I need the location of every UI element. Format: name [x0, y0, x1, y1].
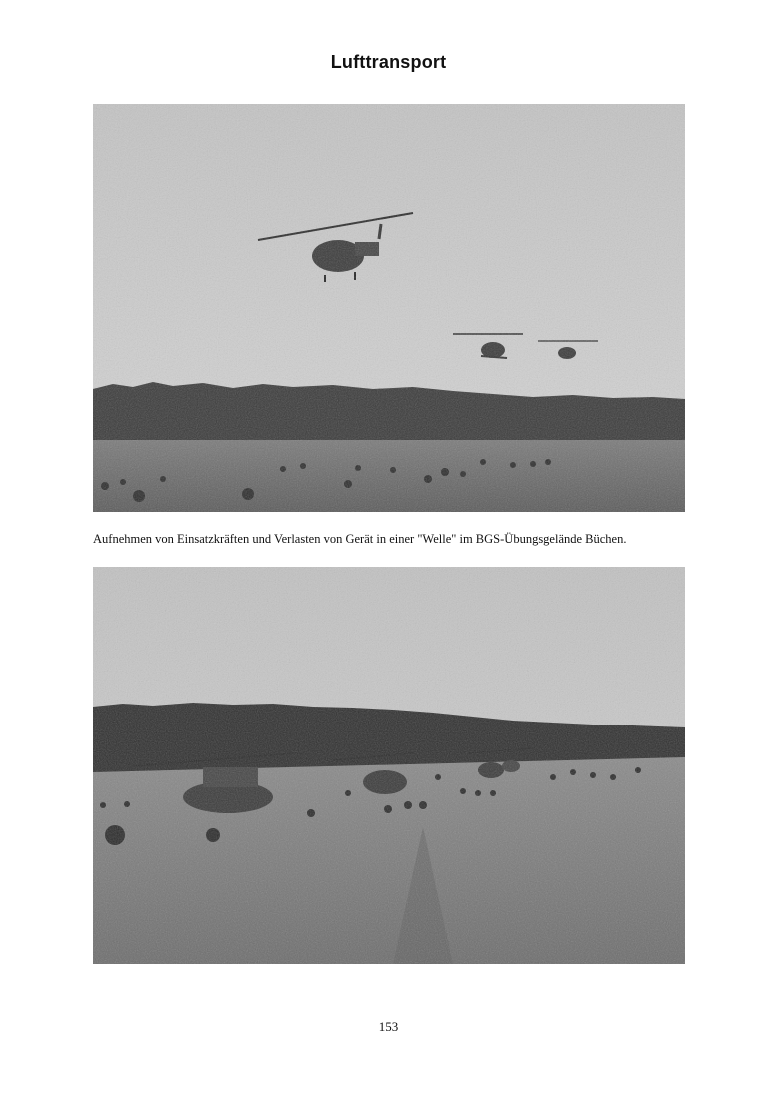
photo-helicopters-landed-image	[93, 567, 685, 964]
photo-helicopters-approaching	[93, 104, 685, 512]
photo-helicopters-approaching-image	[93, 104, 685, 512]
page-number: 153	[378, 1019, 399, 1034]
page-title: Lufttransport	[330, 52, 447, 72]
photo-caption: Aufnehmen von Einsatzkräften und Verlasten von Gerät in einer "Welle" im BGS-Übungsgelände Büchen.	[93, 532, 627, 546]
photo-helicopters-landed	[93, 567, 685, 964]
